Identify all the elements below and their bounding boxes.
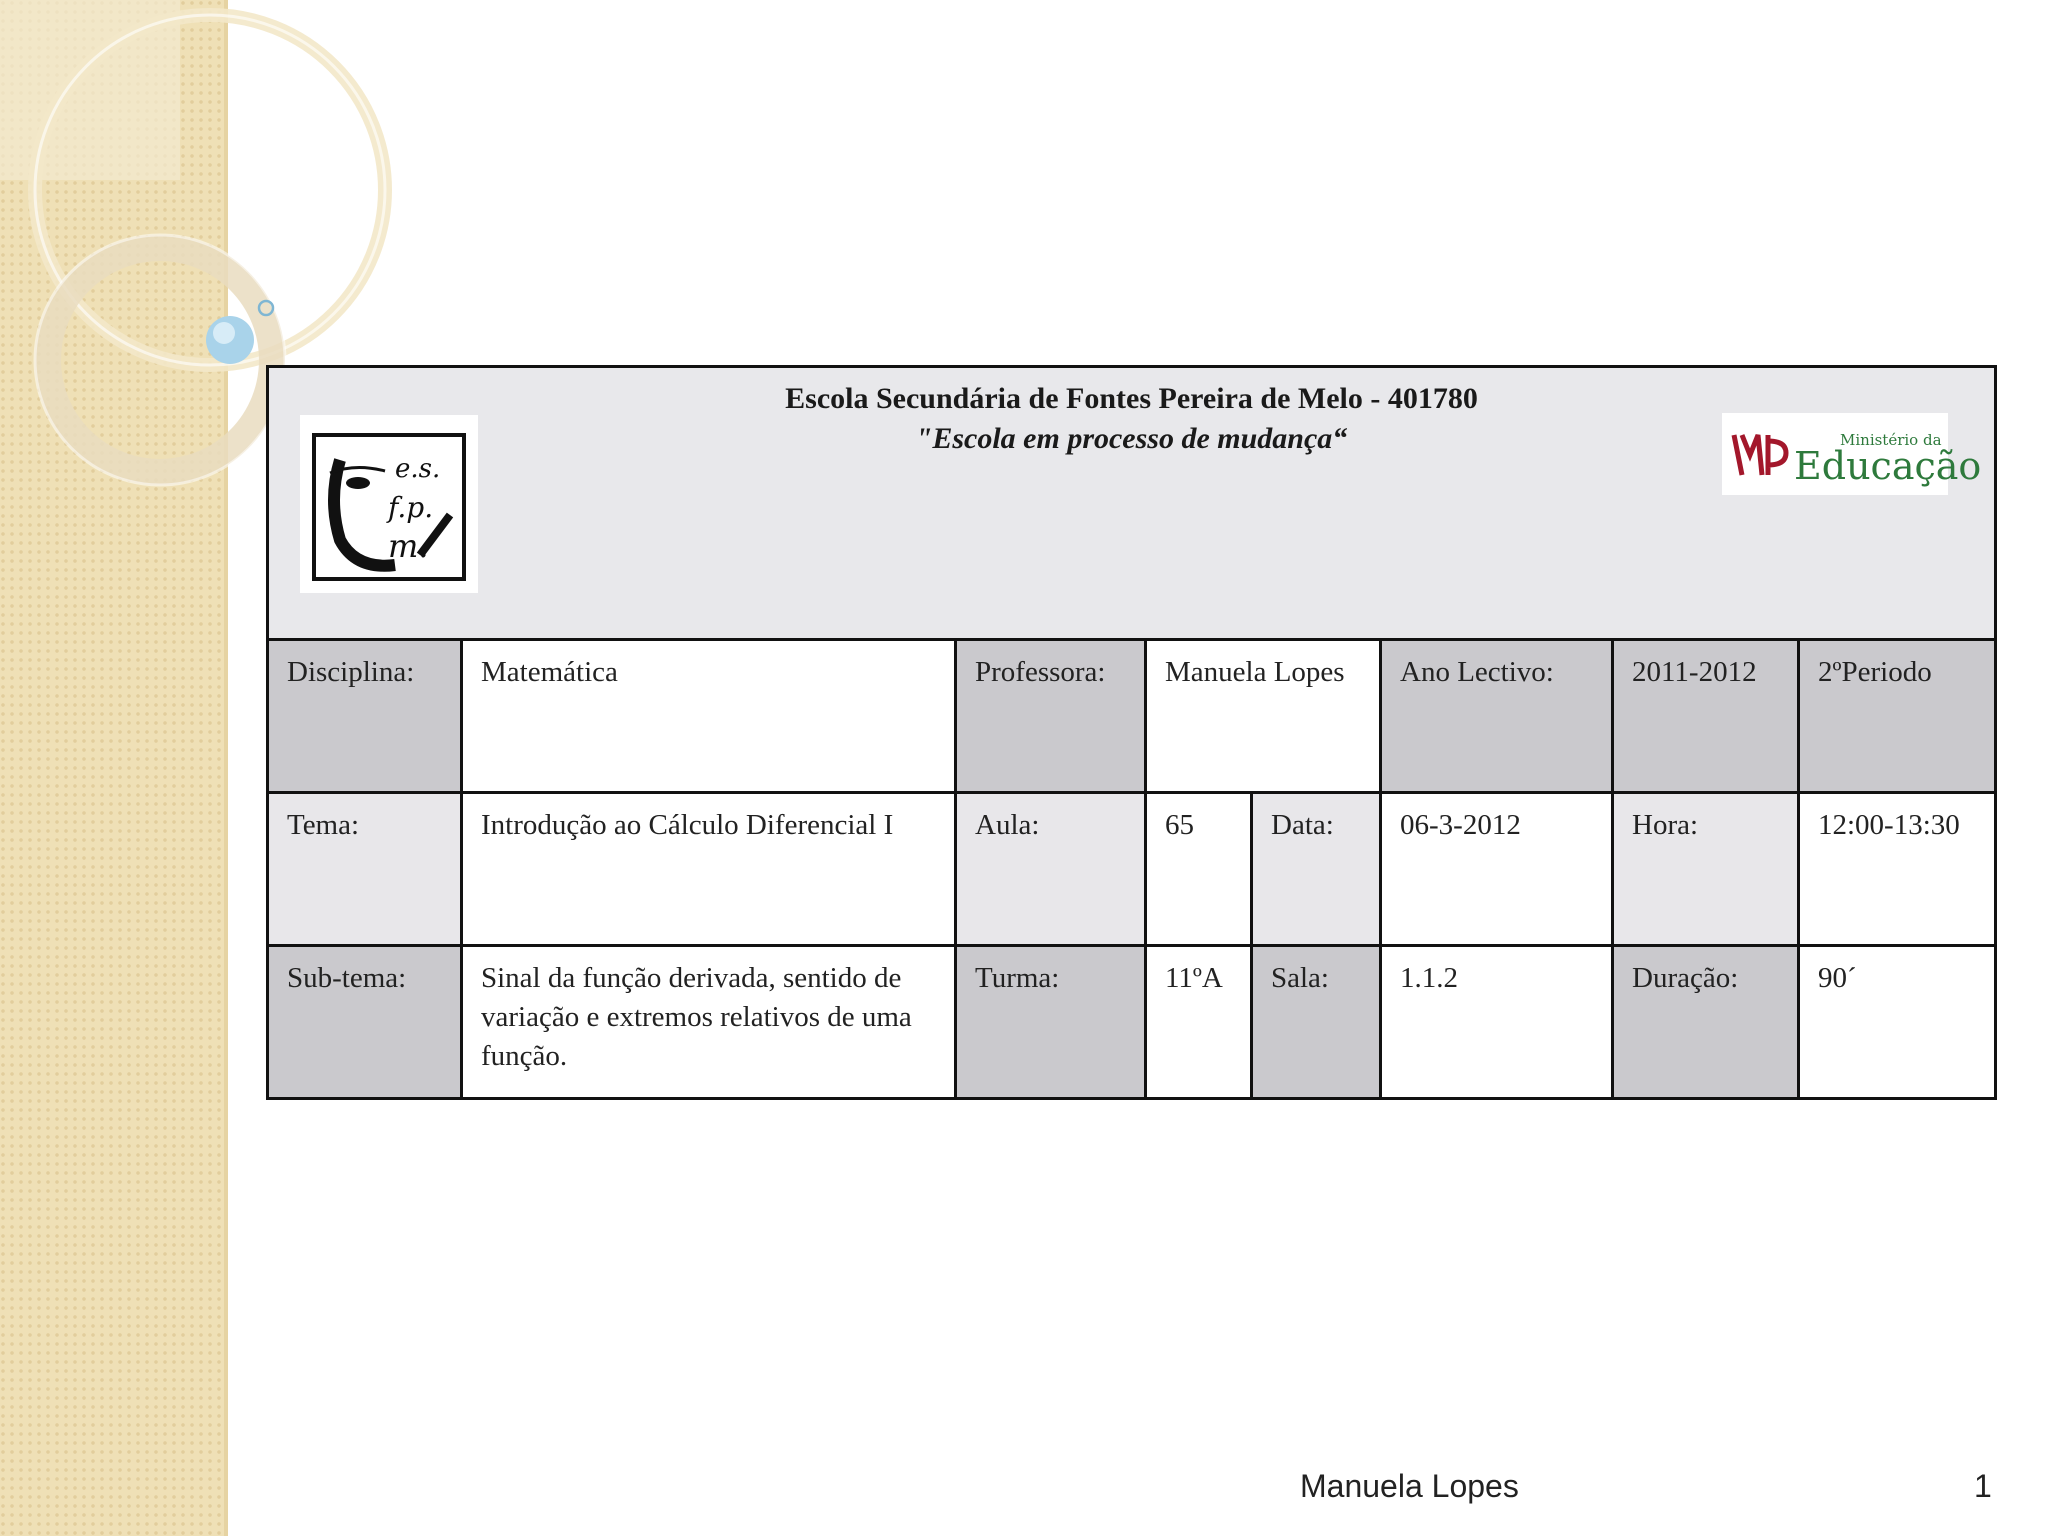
school-motto: "Escola em processo de mudança“ — [915, 422, 1348, 455]
professora-label: Professora: — [956, 640, 1146, 793]
disciplina-value: Matemática — [462, 640, 956, 793]
disciplina-label: Disciplina: — [268, 640, 462, 793]
lesson-plan-table — [266, 365, 1997, 1100]
hora-value: 12:00-13:30 — [1799, 793, 1996, 946]
duracao-label: Duração: — [1613, 946, 1799, 1099]
duracao-value: 90´ — [1799, 946, 1996, 1099]
school-header — [268, 367, 1996, 640]
data-label: Data: — [1252, 793, 1381, 946]
data-value: 06-3-2012 — [1381, 793, 1613, 946]
sala-value: 1.1.2 — [1381, 946, 1613, 1099]
logo-text-es: e.s. — [395, 454, 441, 484]
ministry-logo-big-text: Educação — [1794, 444, 1982, 488]
logo-text-fp: f.p. — [388, 491, 434, 524]
hora-label: Hora: — [1613, 793, 1799, 946]
periodo-value: 2ºPeriodo — [1799, 640, 1996, 793]
school-name: Escola Secundária de Fontes Pereira de Melo - 401780 — [785, 382, 1478, 415]
aula-label: Aula: — [956, 793, 1146, 946]
ano-lectivo-value: 2011-2012 — [1613, 640, 1799, 793]
footer-author: Manuela Lopes — [1300, 1468, 1519, 1504]
subtema-value: Sinal da função derivada, sentido de variação e extremos relativos de uma função. — [462, 946, 956, 1099]
subtema-label: Sub-tema: — [268, 946, 462, 1099]
ministry-logo — [1722, 413, 1982, 495]
page-number: 1 — [1974, 1468, 1992, 1504]
logo-text-m: m. — [388, 527, 429, 565]
tema-value: Introdução ao Cálculo Diferencial I — [462, 793, 956, 946]
ano-lectivo-label: Ano Lectivo: — [1381, 640, 1613, 793]
decorative-rings — [0, 0, 300, 520]
tema-label: Tema: — [268, 793, 462, 946]
turma-label: Turma: — [956, 946, 1146, 1099]
aula-value: 65 — [1146, 793, 1252, 946]
professora-value: Manuela Lopes — [1146, 640, 1381, 793]
turma-value: 11ºA — [1146, 946, 1252, 1099]
school-logo — [300, 415, 478, 593]
ministry-logo-small-text: Ministério da — [1840, 431, 1942, 449]
sala-label: Sala: — [1252, 946, 1381, 1099]
